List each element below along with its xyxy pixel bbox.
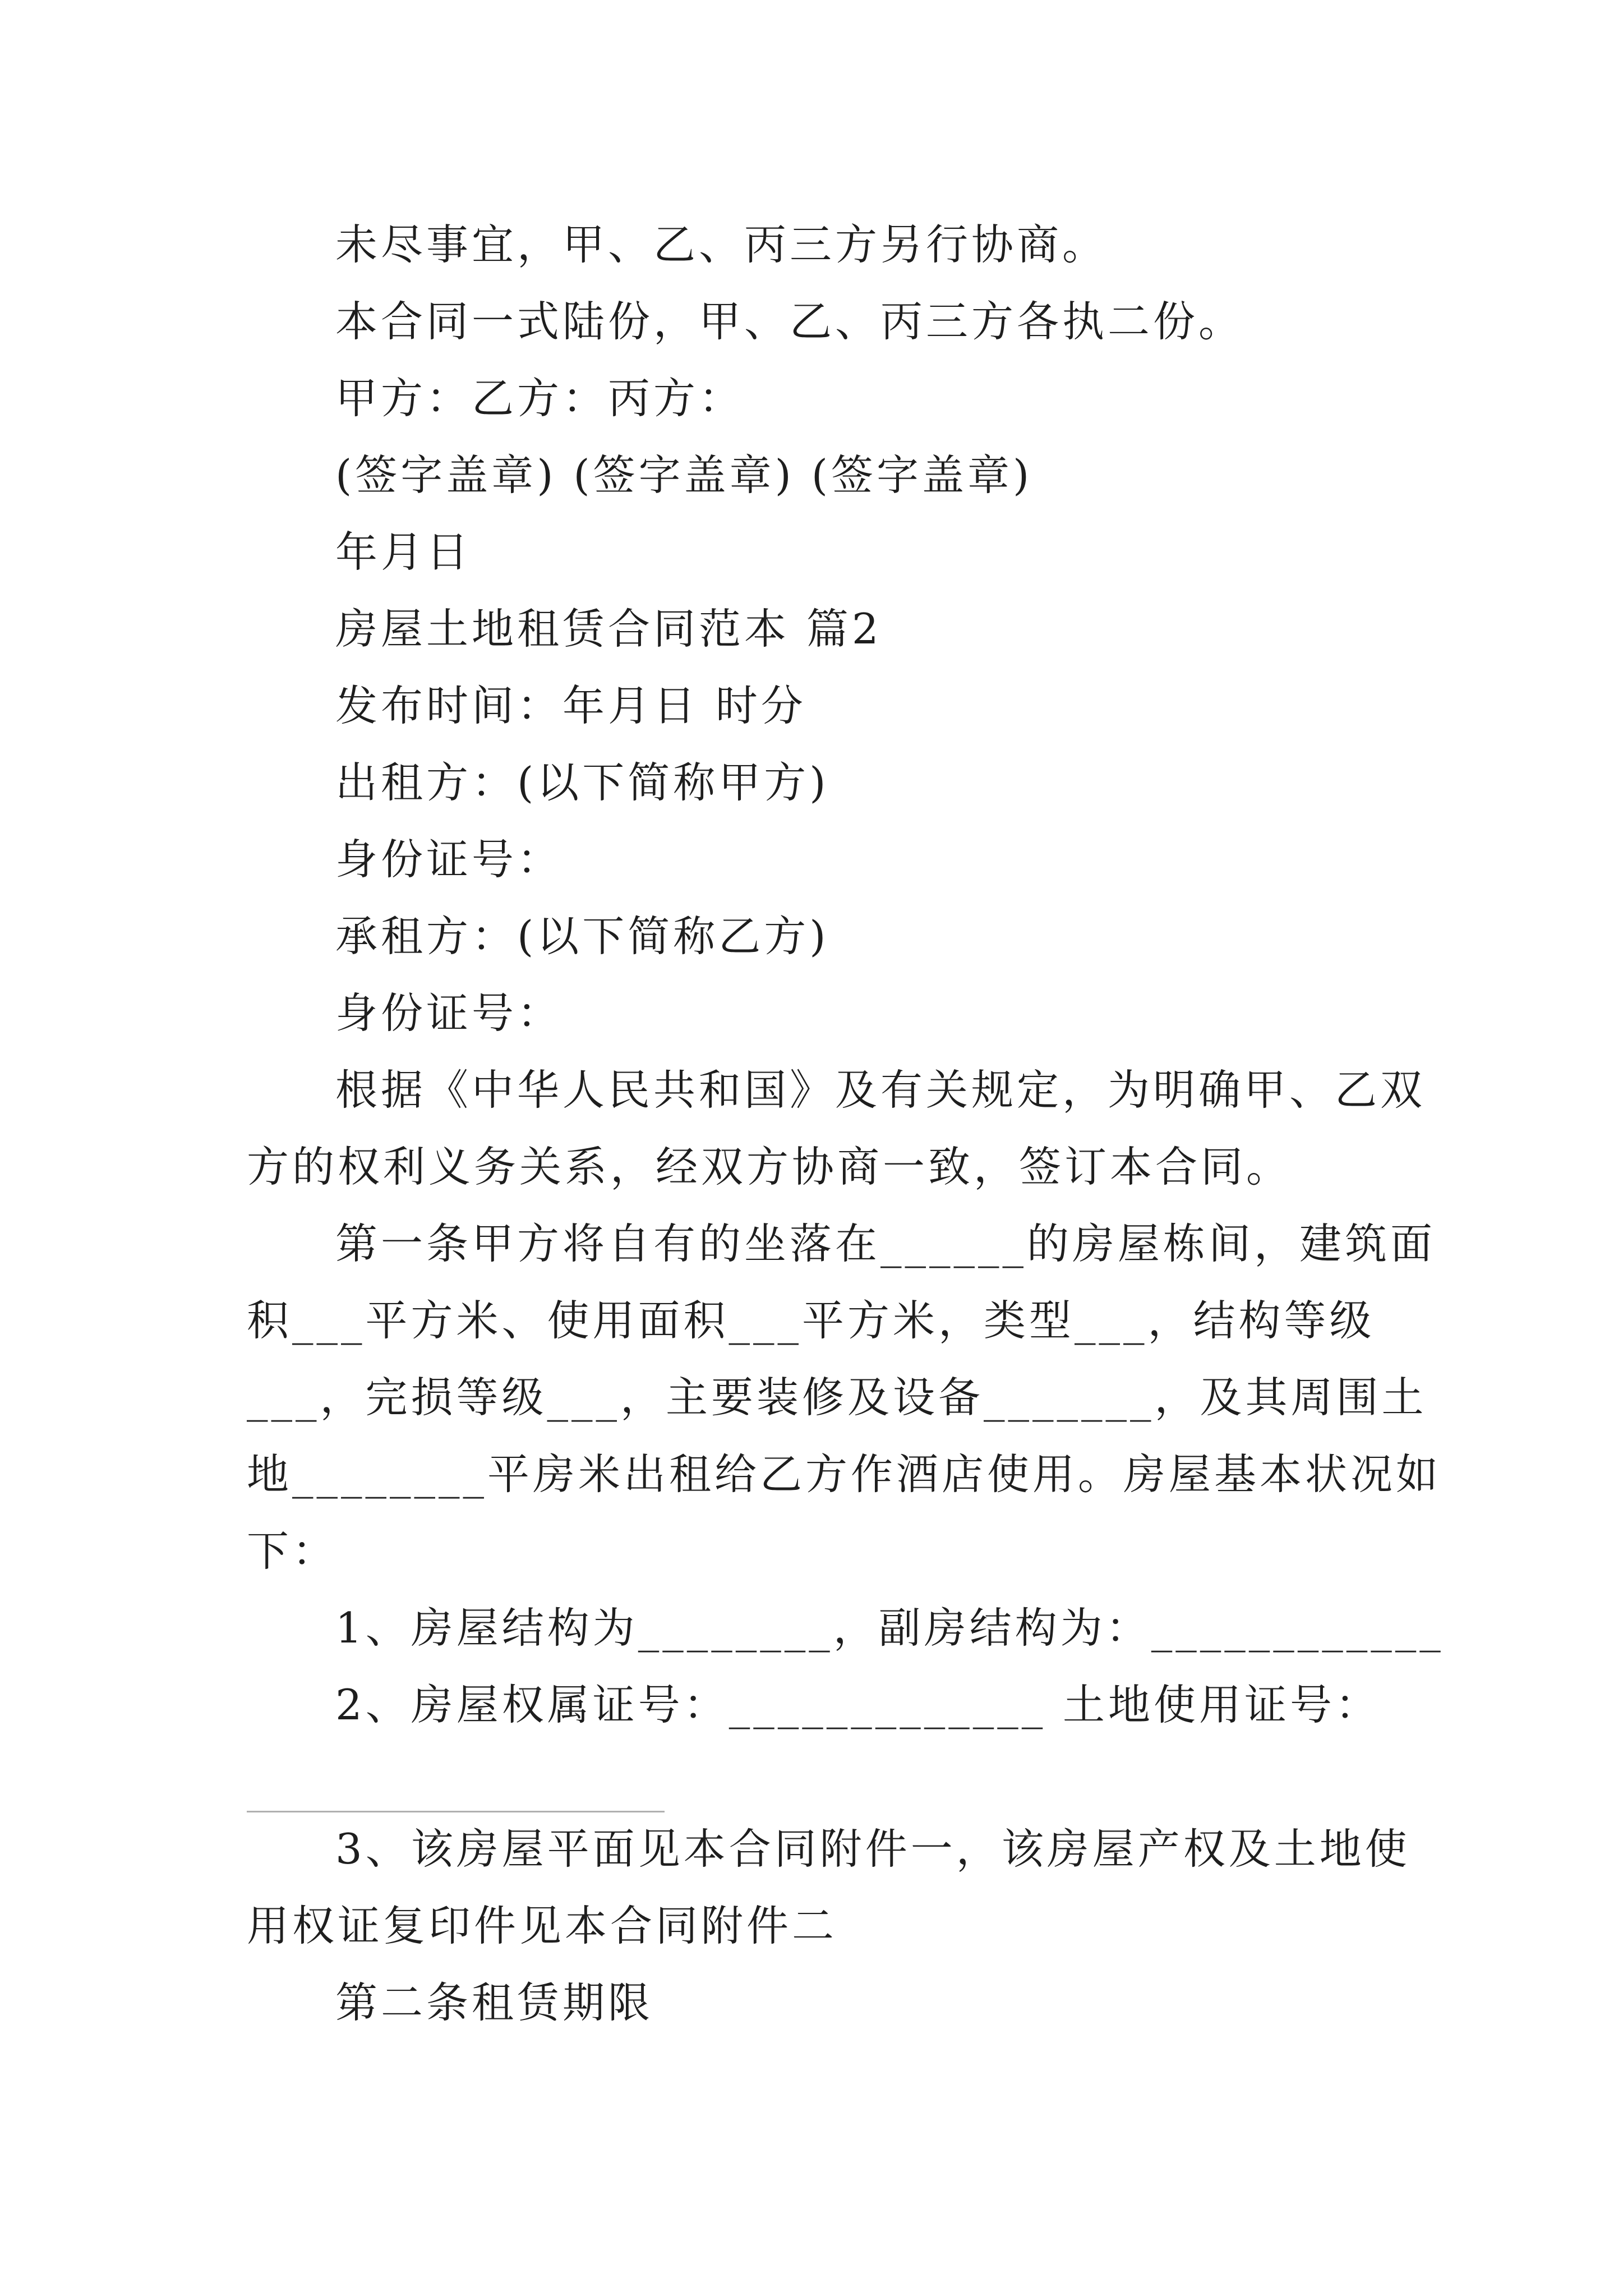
paragraph-line: 1、房屋结构为________，副房结构为：____________: [335, 1603, 1444, 1653]
paragraph-line: 3、该房屋平面见本合同附件一，该房屋产权及土地使: [335, 1824, 1410, 1874]
paragraph-line: 2、房屋权属证号：_____________ 土地使用证号：: [335, 1680, 1381, 1729]
paragraph-line: 承租方：(以下简称乙方): [335, 912, 829, 961]
paragraph-line: 地________平房米出租给乙方作酒店使用。房屋基本状况如: [247, 1450, 1442, 1499]
blank-line: [247, 1811, 665, 1812]
paragraph-line: 身份证号：: [335, 835, 563, 884]
paragraph-line: 积___平方米、使用面积___平方米，类型___，结构等级: [247, 1296, 1375, 1345]
paragraph-line: 身份证号：: [335, 988, 563, 1038]
paragraph-line: 未尽事宜，甲、乙、丙三方另行协商。: [335, 220, 1108, 269]
paragraph-line: 甲方：乙方：丙方：: [335, 374, 745, 423]
section-heading: 房屋土地租赁合同范本 篇2: [335, 604, 882, 654]
paragraph-line: 本合同一式陆份，甲、乙、丙三方各执二份。: [335, 297, 1244, 346]
paragraph-line: 下：: [247, 1526, 338, 1576]
paragraph-line: 发布时间：年月日 时分: [335, 681, 806, 730]
paragraph-line: ___，完损等级___，主要装修及设备_______，及其周围土: [247, 1373, 1427, 1422]
paragraph-line: 方的权利义务关系，经双方协商一致，签订本合同。: [247, 1142, 1292, 1191]
paragraph-line: 出租方：(以下简称甲方): [335, 758, 829, 807]
paragraph-line: (签字盖章) (签字盖章) (签字盖章): [335, 450, 1033, 500]
section-heading: 第二条租赁期限: [335, 1978, 654, 2027]
paragraph-line: 年月日: [335, 527, 472, 577]
paragraph-line: 用权证复印件见本合同附件二: [247, 1901, 838, 1950]
paragraph-line: 根据《中华人民共和国》及有关规定，为明确甲、乙双: [335, 1065, 1426, 1115]
paragraph-line: 第一条甲方将自有的坐落在______的房屋栋间，建筑面: [335, 1219, 1436, 1268]
